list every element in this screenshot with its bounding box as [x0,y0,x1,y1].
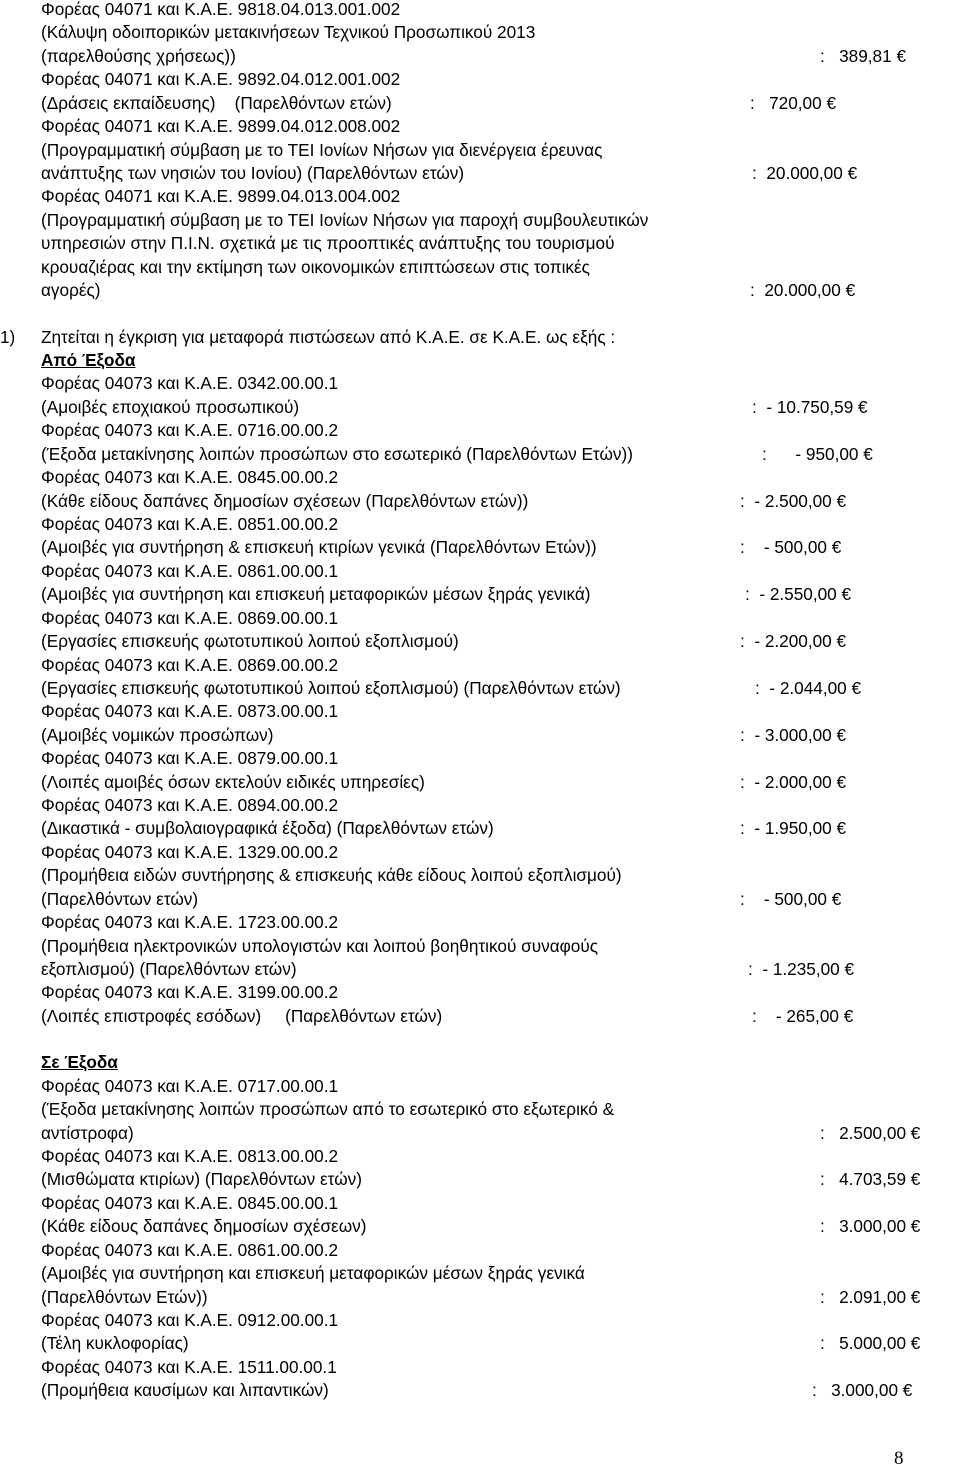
entry-code: Φορέας 04073 και Κ.Α.Ε. 3199.00.00.2 [41,982,339,1002]
entry-amount: : 3.000,00 € [820,1216,921,1236]
entry-description: (Λοιπές αμοιβές όσων εκτελούν ειδικές υπηρεσίες) [41,772,425,792]
entry-description: (Έξοδα μετακίνησης λοιπών προσώπων από το εσωτερικό στο εξωτερικό & [41,1099,615,1119]
entry-code: Φορέας 04073 και Κ.Α.Ε. 0861.00.00.1 [41,561,339,581]
entry-description: (Εργασίες επισκευής φωτοτυπικού λοιπού εξοπλισμού) [41,631,459,651]
entry-description: (Κάθε είδους δαπάνες δημοσίων σχέσεων (Παρελθόντων ετών)) [41,491,529,511]
entry-description: (Αμοιβές για συντήρηση και επισκευή μεταφορικών μέσων ξηράς γενικά) [41,584,591,604]
entry-amount: : 5.000,00 € [820,1333,921,1353]
entry-description: αγορές) [41,280,101,300]
entry-code: Φορέας 04073 και Κ.Α.Ε. 0813.00.00.2 [41,1146,339,1166]
entry-code: Φορέας 04073 και Κ.Α.Ε. 0716.00.00.2 [41,420,339,440]
entry-amount: : - 1.950,00 € [740,818,847,838]
entry-amount: : - 500,00 € [740,889,842,909]
entry-amount: : - 265,00 € [752,1006,854,1026]
entry-description: (Προγραμματική σύμβαση με το ΤΕΙ Ιονίων Νήσων για διενέργεια έρευνας [41,140,603,160]
entry-description: αντίστροφα) [41,1123,134,1143]
entry-code: Φορέας 04071 και Κ.Α.Ε. 9899.04.012.008.002 [41,116,401,136]
entry-amount: : - 2.500,00 € [740,491,847,511]
section-heading-from: Από Έξοδα [41,350,136,370]
entry-description: (Αμοιβές νομικών προσώπων) [41,725,274,745]
entry-code: Φορέας 04071 και Κ.Α.Ε. 9892.04.012.001.002 [41,69,401,89]
entry-code: Φορέας 04073 και Κ.Α.Ε. 0869.00.00.2 [41,655,339,675]
entry-amount: : - 2.044,00 € [755,678,862,698]
item-text: Ζητείται η έγκριση για μεταφορά πιστώσεων από Κ.Α.Ε. σε Κ.Α.Ε. ως εξής : [41,327,616,347]
entry-description: (Κάλυψη οδοιπορικών μετακινήσεων Τεχνικού Προσωπικού 2013 [41,22,536,42]
entry-description: (Παρελθόντων Ετών)) [41,1287,208,1307]
entry-description: (Λοιπές επιστροφές εσόδων) (Παρελθόντων ετών) [41,1006,443,1026]
entry-code: Φορέας 04073 και Κ.Α.Ε. 0342.00.00.1 [41,373,339,393]
entry-amount: : 4.703,59 € [820,1169,921,1189]
entry-description: (Τέλη κυκλοφορίας) [41,1333,189,1353]
entry-description: (Προμήθεια ειδών συντήρησης & επισκευής κάθε είδους λοιπού εξοπλισμού) [41,865,622,885]
entry-description: (Έξοδα μετακίνησης λοιπών προσώπων στο εσωτερικό (Παρελθόντων Ετών)) [41,444,633,464]
entry-description: (Μισθώματα κτιρίων) (Παρελθόντων ετών) [41,1169,362,1189]
entry-code: Φορέας 04073 και Κ.Α.Ε. 0851.00.00.2 [41,514,339,534]
section-heading-to: Σε Έξοδα [41,1052,118,1072]
entry-amount: : 2.500,00 € [820,1123,921,1143]
entry-code: Φορέας 04073 και Κ.Α.Ε. 0873.00.00.1 [41,701,339,721]
entry-amount: : 2.091,00 € [820,1287,921,1307]
entry-description: (Αμοιβές για συντήρηση και επισκευή μεταφορικών μέσων ξηράς γενικά [41,1263,585,1283]
entry-code: Φορέας 04073 και Κ.Α.Ε. 1329.00.00.2 [41,842,339,862]
entry-description: (Προμήθεια ηλεκτρονικών υπολογιστών και λοιπού βοηθητικού συναφούς [41,936,599,956]
entry-code: Φορέας 04073 και Κ.Α.Ε. 0845.00.00.2 [41,467,339,487]
entry-description: (Παρελθόντων ετών) [41,889,199,909]
entry-code: Φορέας 04073 και Κ.Α.Ε. 0845.00.00.1 [41,1193,339,1213]
entry-description: (παρελθούσης χρήσεως)) [41,46,236,66]
entry-amount: : - 10.750,59 € [752,397,868,417]
entry-description: (Κάθε είδους δαπάνες δημοσίων σχέσεων) [41,1216,367,1236]
list-number: 1) [0,327,16,347]
entry-description: (Προγραμματική σύμβαση με το ΤΕΙ Ιονίων Νήσων για παροχή συμβουλευτικών [41,210,649,230]
entry-description: υπηρεσιών στην Π.Ι.Ν. σχετικά με τις προοπτικές ανάπτυξης του τουρισμού [41,233,615,253]
entry-amount: : - 2.550,00 € [745,584,852,604]
entry-description: (Δράσεις εκπαίδευσης) (Παρελθόντων ετών) [41,93,392,113]
entry-description: κρουαζιέρας και την εκτίμηση των οικονομικών επιπτώσεων στις τοπικές [41,257,590,277]
entry-amount: : - 950,00 € [762,444,873,464]
entry-code: Φορέας 04071 και Κ.Α.Ε. 9899.04.013.004.002 [41,186,401,206]
entry-amount: : 720,00 € [750,93,837,113]
entry-description: (Δικαστικά - συμβολαιογραφικά έξοδα) (Παρελθόντων ετών) [41,818,494,838]
entry-amount: : - 2.200,00 € [740,631,847,651]
entry-code: Φορέας 04073 και Κ.Α.Ε. 0869.00.00.1 [41,608,339,628]
entry-code: Φορέας 04073 και Κ.Α.Ε. 0879.00.00.1 [41,748,339,768]
entry-code: Φορέας 04073 και Κ.Α.Ε. 0894.00.00.2 [41,795,339,815]
page-number: 8 [894,1448,904,1469]
entry-code: Φορέας 04073 και Κ.Α.Ε. 0912.00.00.1 [41,1310,339,1330]
entry-code: Φορέας 04073 και Κ.Α.Ε. 1723.00.00.2 [41,912,339,932]
entry-description: (Αμοιβές για συντήρηση & επισκευή κτιρίων γενικά (Παρελθόντων Ετών)) [41,537,597,557]
entry-description: εξοπλισμού) (Παρελθόντων ετών) [41,959,297,979]
entry-amount: : - 3.000,00 € [740,725,847,745]
entry-amount: : 20.000,00 € [752,163,858,183]
entry-amount: : - 1.235,00 € [748,959,855,979]
entry-code: Φορέας 04073 και Κ.Α.Ε. 0717.00.00.1 [41,1076,339,1096]
entry-amount: : 389,81 € [820,46,907,66]
entry-description: (Αμοιβές εποχιακού προσωπικού) [41,397,300,417]
entry-amount: : 3.000,00 € [812,1380,913,1400]
entry-description: ανάπτυξης των νησιών του Ιονίου) (Παρελθόντων ετών) [41,163,465,183]
entry-amount: : - 2.000,00 € [740,772,847,792]
entry-code: Φορέας 04073 και Κ.Α.Ε. 1511.00.00.1 [41,1357,337,1377]
entry-description: (Προμήθεια καυσίμων και λιπαντικών) [41,1380,329,1400]
entry-description: (Εργασίες επισκευής φωτοτυπικού λοιπού εξοπλισμού) (Παρελθόντων ετών) [41,678,621,698]
entry-code: Φορέας 04071 και Κ.Α.Ε. 9818.04.013.001.002 [41,0,401,19]
entry-amount: : 20.000,00 € [750,280,856,300]
entry-amount: : - 500,00 € [740,537,842,557]
entry-code: Φορέας 04073 και Κ.Α.Ε. 0861.00.00.2 [41,1240,339,1260]
